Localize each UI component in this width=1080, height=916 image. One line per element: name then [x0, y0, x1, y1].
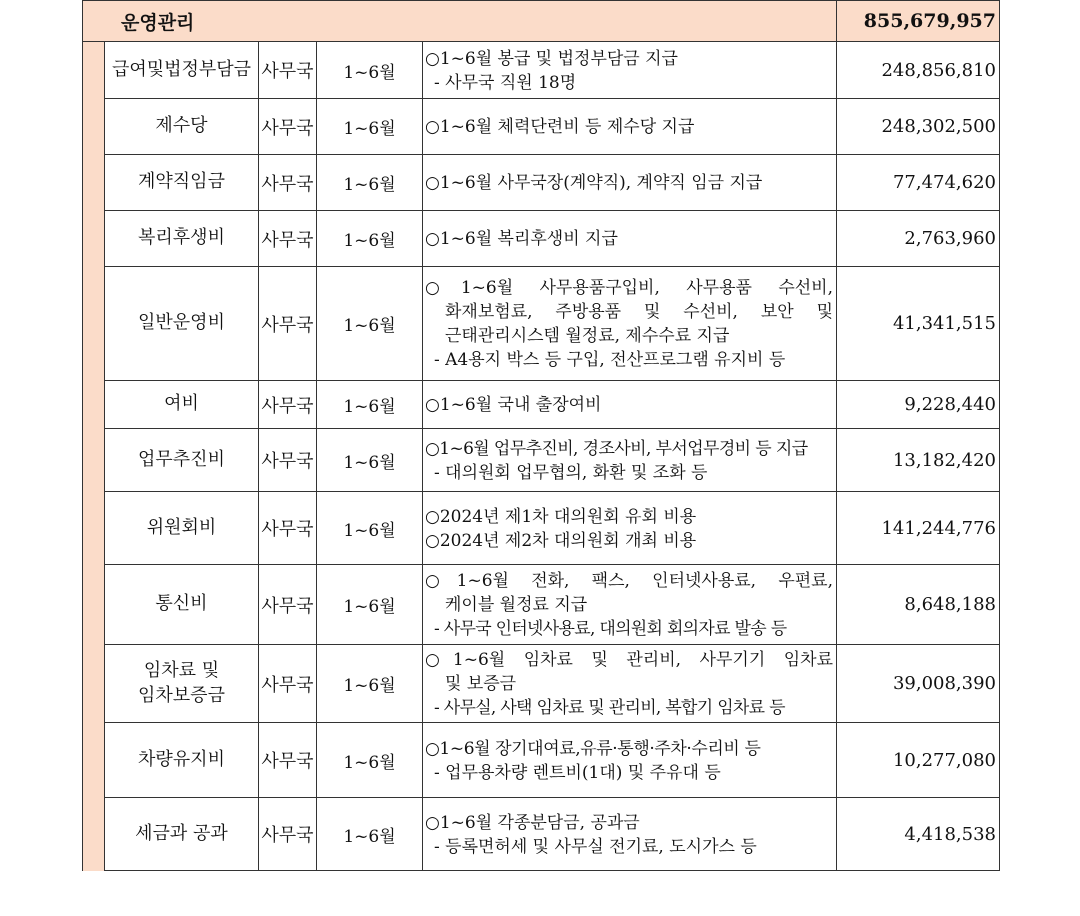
department: 사무국 [259, 99, 317, 155]
description-line: - 사무실, 사택 임차료 및 관리비, 복합기 임차료 등 [434, 698, 785, 718]
item-name: 세금과 공과 [105, 798, 259, 871]
description-line: ○1~6월 업무추진비, 경조사비, 부서업무경비 등 지급 [425, 438, 808, 459]
table-row [83, 99, 1000, 155]
period: 1~6월 [317, 565, 423, 645]
period: 1~6월 [317, 798, 423, 871]
amount: 13,182,420 [837, 429, 1000, 492]
description-line: ○1~6월 장기대여료,유류·통행·주차·수리비 등 [425, 738, 761, 759]
budget-table [82, 0, 1000, 871]
description-line: - 사무국 인터넷사용료, 대의원회 회의자료 발송 등 [434, 619, 787, 639]
description-line: 및 보증금 [445, 674, 517, 694]
description [423, 155, 837, 211]
amount: 2,763,960 [837, 211, 1000, 267]
department: 사무국 [259, 155, 317, 211]
description-line: ○2024년 제1차 대의원회 유회 비용 [425, 506, 697, 527]
table-row [83, 645, 1000, 723]
description-line: ○1~6월 봉급 및 법정부담금 지급 [425, 48, 678, 69]
department: 사무국 [259, 798, 317, 871]
side-indent-band [83, 381, 105, 871]
description-line: ○1~6월 사무국장(계약직), 계약직 임금 지급 [425, 173, 763, 193]
description [423, 492, 837, 565]
description-line: ○1~6월 복리후생비 지급 [425, 229, 618, 249]
table-row [83, 429, 1000, 492]
table-row [83, 492, 1000, 565]
description-line: 근태관리시스템 월정료, 제수수료 지급 [445, 326, 730, 346]
period: 1~6월 [317, 155, 423, 211]
period: 1~6월 [317, 645, 423, 723]
department: 사무국 [259, 492, 317, 565]
table-row [83, 565, 1000, 645]
table-row [83, 155, 1000, 211]
period: 1~6월 [317, 381, 423, 429]
description [423, 211, 837, 267]
description-line: ○1~6월 사무용품구입비, 사무용품 수선비, [425, 278, 833, 298]
amount: 8,648,188 [837, 565, 1000, 645]
description-line: - A4용지 박스 등 구입, 전산프로그램 유지비 등 [434, 350, 786, 370]
description [423, 723, 837, 798]
amount: 248,856,810 [837, 42, 1000, 99]
amount: 141,244,776 [837, 492, 1000, 565]
item-name: 계약직임금 [105, 155, 259, 211]
amount: 248,302,500 [837, 99, 1000, 155]
department: 사무국 [259, 645, 317, 723]
item-name-line: 임차보증금 [138, 684, 225, 706]
item-name [105, 645, 259, 723]
description-line: 화재보험료, 주방용품 및 수선비, 보안 및 [445, 302, 833, 322]
amount: 4,418,538 [837, 798, 1000, 871]
item-name: 통신비 [105, 565, 259, 645]
section-header-row [83, 1, 1000, 42]
table-row [83, 798, 1000, 871]
description-line: ○1~6월 체력단련비 등 제수당 지급 [425, 117, 695, 137]
description-line: - 사무국 직원 18명 [434, 72, 577, 93]
table-row [83, 42, 1000, 99]
period: 1~6월 [317, 99, 423, 155]
table-row [83, 381, 1000, 429]
description-line: 케이블 월정료 지급 [445, 595, 588, 615]
description-line: ○2024년 제2차 대의원회 개최 비용 [425, 530, 697, 551]
table-row [83, 723, 1000, 798]
description [423, 381, 837, 429]
amount: 10,277,080 [837, 723, 1000, 798]
department: 사무국 [259, 211, 317, 267]
period: 1~6월 [317, 267, 423, 381]
item-name: 여비 [105, 381, 259, 429]
description [423, 267, 837, 381]
table-row [83, 267, 1000, 381]
description [423, 565, 837, 645]
description-line: - 등록면허세 및 사무실 전기료, 도시가스 등 [434, 836, 757, 857]
item-name: 제수당 [105, 99, 259, 155]
item-name: 급여및법정부담금 [105, 42, 259, 99]
period: 1~6월 [317, 492, 423, 565]
description-line: - 대의원회 업무협의, 화환 및 조화 등 [434, 462, 708, 483]
period: 1~6월 [317, 723, 423, 798]
department: 사무국 [259, 565, 317, 645]
period: 1~6월 [317, 211, 423, 267]
section-total-amount: 855,679,957 [837, 1, 1000, 42]
description [423, 429, 837, 492]
description-line: ○1~6월 국내 출장여비 [425, 395, 602, 415]
side-indent-band [83, 42, 105, 381]
item-name: 차량유지비 [105, 723, 259, 798]
description-line: ○1~6월 전화, 팩스, 인터넷사용료, 우편료, [425, 571, 833, 591]
description [423, 42, 837, 99]
item-name: 일반운영비 [105, 267, 259, 381]
department: 사무국 [259, 429, 317, 492]
item-name: 복리후생비 [105, 211, 259, 267]
amount: 39,008,390 [837, 645, 1000, 723]
department: 사무국 [259, 267, 317, 381]
description-line: - 업무용차량 렌트비(1대) 및 주유대 등 [434, 762, 721, 783]
amount: 9,228,440 [837, 381, 1000, 429]
amount: 77,474,620 [837, 155, 1000, 211]
department: 사무국 [259, 723, 317, 798]
item-name: 업무추진비 [105, 429, 259, 492]
description [423, 798, 837, 871]
amount: 41,341,515 [837, 267, 1000, 381]
description-line: ○1~6월 각종분담금, 공과금 [425, 812, 640, 833]
section-title: 운영관리 [83, 1, 837, 42]
department: 사무국 [259, 381, 317, 429]
department: 사무국 [259, 42, 317, 99]
item-name-line: 임차료 및 [143, 660, 220, 682]
description [423, 99, 837, 155]
description [423, 645, 837, 723]
table-row [83, 211, 1000, 267]
description-line: ○1~6월 임차료 및 관리비, 사무기기 임차료 [425, 650, 833, 670]
period: 1~6월 [317, 42, 423, 99]
period: 1~6월 [317, 429, 423, 492]
item-name: 위원회비 [105, 492, 259, 565]
